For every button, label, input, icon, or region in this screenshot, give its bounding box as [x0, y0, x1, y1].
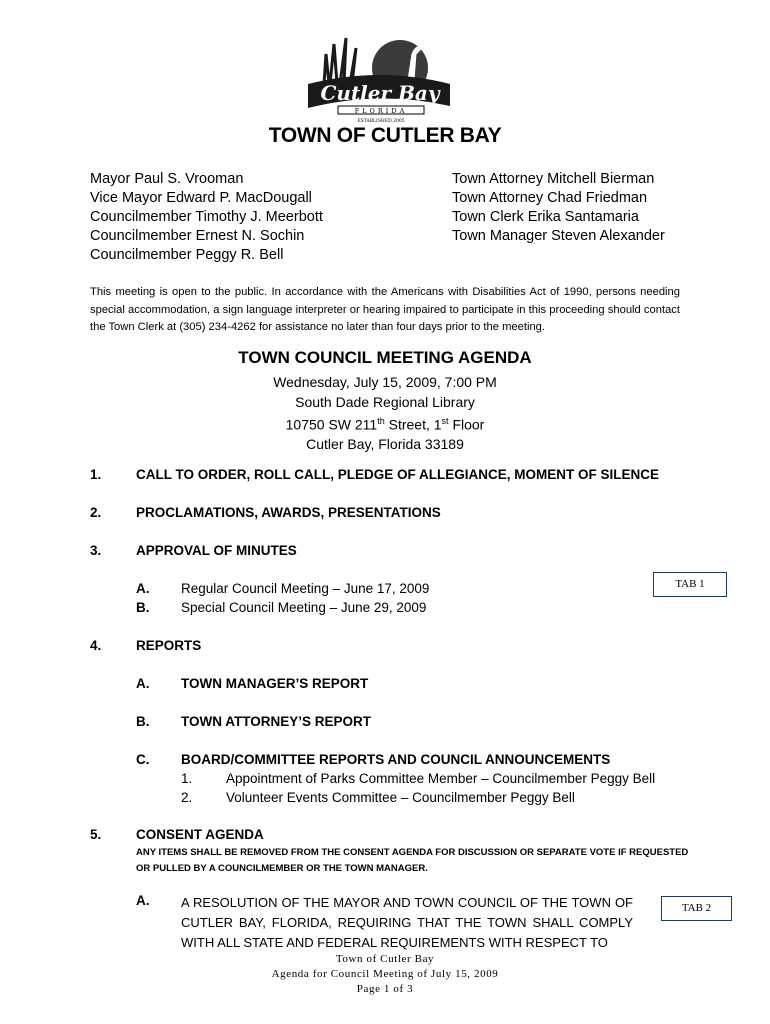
- cutler-bay-logo: [300, 36, 460, 124]
- logo-state: FLORIDA: [354, 107, 408, 115]
- sub-item-text: BOARD/COMMITTEE REPORTS AND COUNCIL ANNOUNCEMENTS: [181, 752, 611, 767]
- sub-sub-item-text: Volunteer Events Committee – Councilmember Peggy Bell: [226, 790, 575, 805]
- resolution-text: A RESOLUTION OF THE MAYOR AND TOWN COUNCIL OF THE TOWN OF CUTLER BAY, FLORIDA, REQUIRING THAT THE TOWN SHALL COMPLY WITH ALL STATE AND FEDERAL REQUIREMENTS WITH RESPECT TO: [181, 895, 633, 950]
- officials-right-column: [452, 170, 665, 246]
- meeting-city: Cutler Bay, Florida 33189: [306, 436, 464, 453]
- official-vice-mayor: Vice Mayor Edward P. MacDougall: [90, 190, 312, 206]
- sub-item-text: Special Council Meeting – June 29, 2009: [181, 600, 427, 615]
- sub-sub-item-number: 1.: [181, 771, 193, 786]
- item-number: 2.: [90, 505, 102, 520]
- official-councilmember: Councilmember Timothy J. Meerbott: [90, 209, 323, 225]
- official-town-clerk: Town Clerk Erika Santamaria: [452, 209, 639, 225]
- item-number: 3.: [90, 543, 102, 558]
- document-title: TOWN OF CUTLER BAY: [268, 124, 502, 147]
- sub-item-label: A.: [136, 676, 150, 691]
- sub-item-label: A.: [136, 893, 150, 908]
- footer-agenda: Agenda for Council Meeting of July 15, 2009: [271, 968, 499, 980]
- item-number: 4.: [90, 638, 102, 653]
- logo-established: ESTABLISHED 2005: [357, 119, 405, 124]
- item-heading: REPORTS: [136, 638, 202, 653]
- official-mayor: Mayor Paul S. Vrooman: [90, 171, 244, 187]
- tab-2-marker: TAB 2: [661, 896, 732, 921]
- sub-item-label: B.: [136, 714, 150, 729]
- consent-agenda-note: ANY ITEMS SHALL BE REMOVED FROM THE CONSENT AGENDA FOR DISCUSSION OR SEPARATE VOTE IF REQUESTED OR PULLED BY A COUNCILMEMBER OR THE TOWN MANAGER.: [136, 847, 689, 874]
- item-heading: CONSENT AGENDA: [136, 827, 264, 842]
- item-heading: APPROVAL OF MINUTES: [136, 543, 297, 558]
- official-councilmember: Councilmember Peggy R. Bell: [90, 247, 284, 263]
- official-town-manager: Town Manager Steven Alexander: [452, 228, 665, 244]
- sub-item-text: TOWN MANAGER’S REPORT: [181, 676, 369, 691]
- sub-item-label: A.: [136, 581, 150, 596]
- sub-sub-item-number: 2.: [181, 790, 193, 805]
- sub-sub-item-text: Appointment of Parks Committee Member – Councilmember Peggy Bell: [226, 771, 656, 786]
- item-heading: PROCLAMATIONS, AWARDS, PRESENTATIONS: [136, 505, 441, 520]
- sub-item-text: TOWN ATTORNEY’S REPORT: [181, 714, 372, 729]
- footer-town: Town of Cutler Bay: [335, 953, 435, 965]
- accessibility-notice: This meeting is open to the public. In accordance with the Americans with Disabilities Act of 1990, persons needing special accommodation, a sign language interpreter or hearing impaired to participate in this proceeding should contact the Town Clerk at (305) 234-4262 for assistance no later than four days prior to the meeting.: [90, 286, 680, 333]
- sub-item-text: Regular Council Meeting – June 17, 2009: [181, 581, 430, 596]
- footer-page-number: Page 1 of 3: [356, 983, 414, 995]
- meeting-info: [0, 373, 770, 455]
- meeting-date: Wednesday, July 15, 2009, 7:00 PM: [273, 374, 497, 390]
- meeting-address: 10750 SW 211th Street, 1st Floor: [285, 416, 485, 433]
- agenda-title: TOWN COUNCIL MEETING AGENDA: [238, 348, 532, 367]
- tab-1-marker: TAB 1: [653, 572, 727, 597]
- logo-name: Cutler Bay: [320, 81, 440, 105]
- sub-item-label: B.: [136, 600, 150, 615]
- item-number: 5.: [90, 827, 102, 842]
- meeting-venue: South Dade Regional Library: [295, 393, 475, 410]
- official-town-attorney: Town Attorney Mitchell Bierman: [452, 171, 655, 187]
- sub-item-label: C.: [136, 752, 150, 767]
- item-number: 1.: [90, 467, 102, 482]
- officials-left-column: [90, 170, 323, 265]
- official-councilmember: Councilmember Ernest N. Sochin: [90, 228, 305, 244]
- official-town-attorney: Town Attorney Chad Friedman: [452, 190, 648, 206]
- page-footer: [0, 952, 770, 997]
- item-heading: CALL TO ORDER, ROLL CALL, PLEDGE OF ALLEGIANCE, MOMENT OF SILENCE: [136, 467, 660, 482]
